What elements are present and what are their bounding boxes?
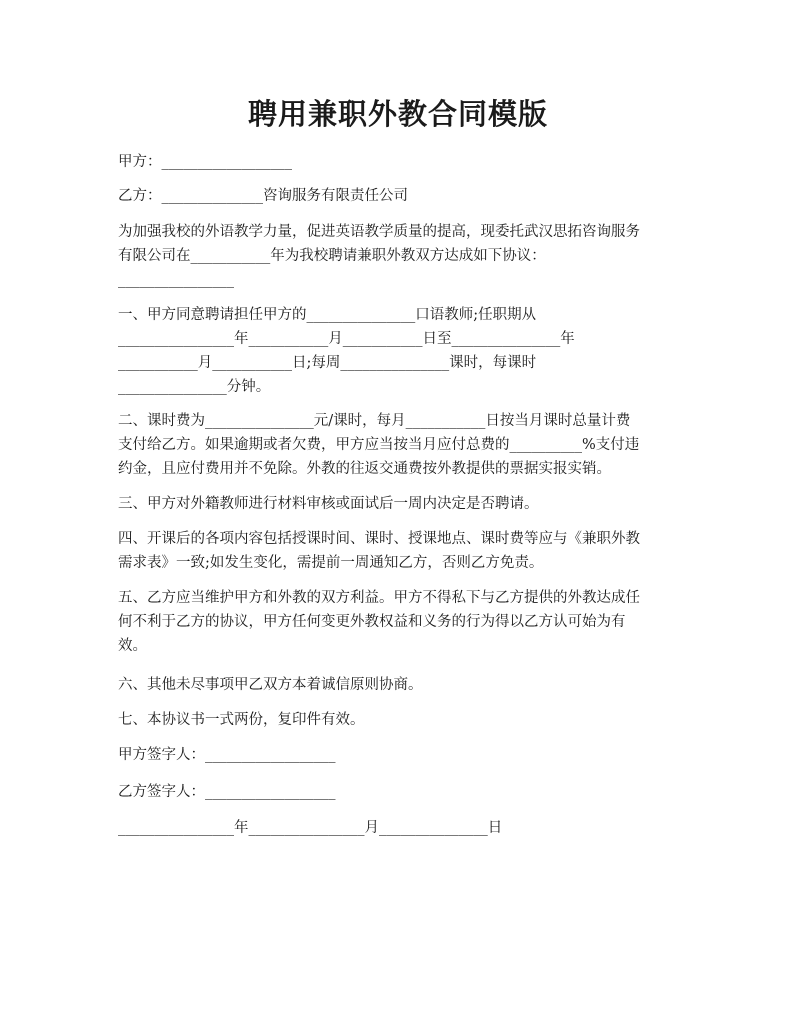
- clause-line: 约金，且应付费用并不免除。外教的往返交通费按外教提供的票据实报实销。: [118, 461, 611, 477]
- intro-paragraph: [118, 220, 682, 292]
- intro-line: ________________: [118, 272, 234, 288]
- clause-line: 二、课时费为_______________元/课时，每月___________日按当月课时总量计费: [118, 413, 631, 429]
- party-b-text: 乙方：______________咨询服务有限责任公司: [118, 188, 408, 204]
- clause-line: 五、乙方应当维护甲方和外教的双方利益。甲方不得私下与乙方提供的外教达成任: [118, 590, 640, 606]
- clause-line: 何不利于乙方的协议，甲方任何变更外教权益和义务的行为得以乙方认可始为有: [118, 614, 626, 630]
- clause-line: ___________月___________日;每周_______________课时，每课时: [118, 355, 537, 371]
- intro-line: 为加强我校的外语教学力量，促进英语教学质量的提高，现委托武汉思拓咨询服务: [118, 224, 640, 240]
- clause-line: ________________年___________月___________日至_______________年: [118, 331, 575, 347]
- party-a-text: 甲方：__________________: [118, 154, 292, 170]
- document-title: 聘用兼职外教合同模版: [247, 97, 548, 131]
- signature-text: 甲方签字人：__________________: [118, 747, 336, 763]
- clause-line: 需求表》一致;如发生变化，需提前一周通知乙方，否则乙方免责。: [118, 555, 544, 571]
- party-a-line: [118, 150, 682, 174]
- clause-line: 七、本协议书一式两份，复印件有效。: [118, 712, 365, 728]
- clause-line: 六、其他未尽事项甲乙双方本着诚信原则协商。: [118, 677, 423, 693]
- party-b-line: [118, 184, 682, 208]
- clause-line: 一、甲方同意聘请担任甲方的_______________口语教师;任职期从: [118, 307, 537, 323]
- date-text: ________________年________________月_______________日: [118, 820, 503, 836]
- clause-3: [118, 492, 682, 516]
- clause-5: [118, 586, 682, 658]
- clause-line: _______________分钟。: [118, 379, 271, 395]
- date-line: [118, 816, 682, 840]
- intro-line: 有限公司在___________年为我校聘请兼职外教双方达成如下协议：: [118, 248, 546, 264]
- clause-1: [118, 303, 682, 399]
- signature-party-b: [118, 780, 682, 804]
- clause-line: 三、甲方对外籍教师进行材料审核或面试后一周内决定是否聘请。: [118, 496, 539, 512]
- clause-line: 四、开课后的各项内容包括授课时间、课时、授课地点、课时费等应与《兼职外教: [118, 531, 640, 547]
- clause-2: [118, 409, 682, 481]
- signature-party-a: [118, 743, 682, 767]
- signature-text: 乙方签字人：__________________: [118, 784, 336, 800]
- clause-line: 支付给乙方。如果逾期或者欠费，甲方应当按当月应付总费的__________%支付违: [118, 437, 640, 453]
- clause-7: [118, 708, 682, 732]
- clause-6: [118, 673, 682, 697]
- clause-4: [118, 527, 682, 575]
- clause-line: 效。: [118, 638, 147, 654]
